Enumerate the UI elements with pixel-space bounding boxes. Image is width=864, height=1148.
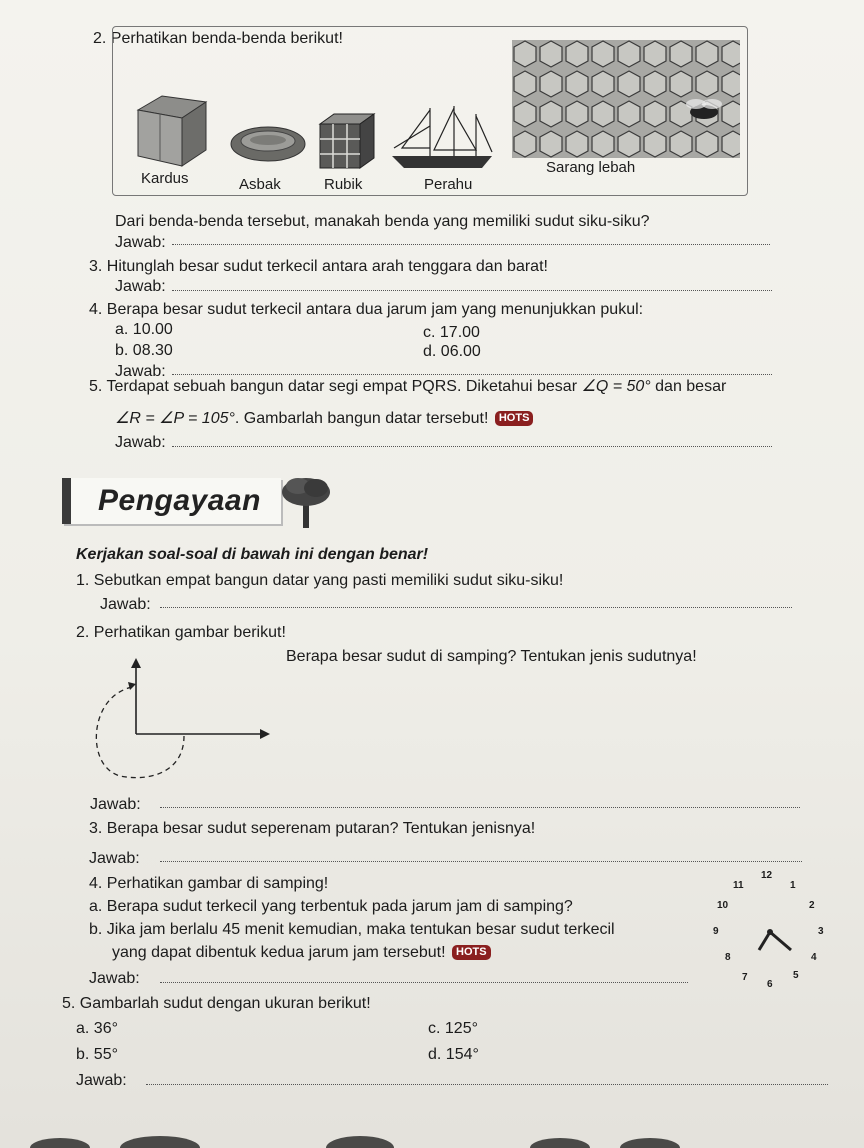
p5-option-d: d. 154° <box>428 1046 479 1063</box>
asbak-image <box>228 122 308 166</box>
hots-badge: HOTS <box>495 411 534 426</box>
p4-answer-line[interactable] <box>160 982 688 983</box>
pengayaan-instruction: Kerjakan soal-soal di bawah ini dengan benar! <box>76 546 429 563</box>
tree-icon <box>276 470 336 530</box>
p3-answer-label: Jawab: <box>89 850 140 867</box>
q5-line2 <box>115 410 533 428</box>
q5-answer-label: Jawab: <box>115 434 166 451</box>
q5-answer-line[interactable] <box>172 446 772 447</box>
q5-line1-start: 5. Terdapat sebuah bangun datar segi empat PQRS. Diketahui besar <box>89 378 578 395</box>
q5-line2-end: . Gambarlah bangun datar tersebut! <box>234 410 489 427</box>
clock-hands <box>705 866 835 996</box>
q5-line1-end: dan besar <box>655 378 727 395</box>
q3-answer-line[interactable] <box>172 290 772 291</box>
perahu-image <box>392 104 496 174</box>
q2-prompt: 2. Perhatikan benda-benda berikut! <box>93 30 343 47</box>
clock-number: 8 <box>725 952 731 963</box>
q4-option-a: a. 10.00 <box>115 321 173 338</box>
q4-question: 4. Berapa besar sudut terkecil antara dua jarum jam yang menunjukkan pukul: <box>89 301 644 318</box>
p2-answer-label: Jawab: <box>90 796 141 813</box>
q5-angles-rp: ∠R = ∠P = 105° <box>115 410 235 427</box>
p4-option-b1: b. Jika jam berlalu 45 menit kemudian, maka tentukan besar sudut terkecil <box>89 921 615 938</box>
q4-answer-label: Jawab: <box>115 363 166 380</box>
q2-answer-label: Jawab: <box>115 234 166 251</box>
q2-answer-line[interactable] <box>172 244 770 245</box>
p2-answer-line[interactable] <box>160 807 800 808</box>
clock-number: 3 <box>818 926 824 937</box>
p2-question: Berapa besar sudut di samping? Tentukan jenis sudutnya! <box>286 648 697 665</box>
p5-option-a: a. 36° <box>76 1020 118 1037</box>
p5-option-b: b. 55° <box>76 1046 118 1063</box>
p1-answer-line[interactable] <box>160 607 792 608</box>
clock-number: 12 <box>761 870 773 881</box>
p5-prompt: 5. Gambarlah sudut dengan ukuran berikut! <box>62 995 371 1012</box>
clock-number: 7 <box>742 972 748 983</box>
pengayaan-title: Pengayaan <box>98 484 261 517</box>
q4-option-c: c. 17.00 <box>423 324 480 341</box>
q4-option-b: b. 08.30 <box>115 342 173 359</box>
q3-answer-label: Jawab: <box>115 278 166 295</box>
angle-diagram <box>92 654 278 784</box>
p1-question: 1. Sebutkan empat bangun datar yang pasti memiliki sudut siku-siku! <box>76 572 564 589</box>
p5-answer-label: Jawab: <box>76 1072 127 1089</box>
label-kardus: Kardus <box>141 170 189 187</box>
p2-prompt: 2. Perhatikan gambar berikut! <box>76 624 286 641</box>
bottom-decoration <box>0 1118 864 1148</box>
q4-answer-line[interactable] <box>172 374 772 375</box>
p4-answer-label: Jawab: <box>89 970 140 987</box>
p4-option-b2-text: yang dapat dibentuk kedua jarum jam tersebut! <box>112 944 446 961</box>
clock <box>705 866 835 996</box>
p1-answer-label: Jawab: <box>100 596 151 613</box>
q3-question: 3. Hitunglah besar sudut terkecil antara arah tenggara dan barat! <box>89 258 548 275</box>
p4-prompt: 4. Perhatikan gambar di samping! <box>89 875 329 892</box>
clock-number: 11 <box>733 880 744 891</box>
label-asbak: Asbak <box>239 176 281 193</box>
clock-number: 2 <box>809 900 815 911</box>
clock-number: 6 <box>767 979 773 990</box>
label-perahu: Perahu <box>424 176 473 193</box>
clock-number: 1 <box>790 880 796 891</box>
p3-question: 3. Berapa besar sudut seperenam putaran? Tentukan jenisnya! <box>89 820 536 837</box>
hots-badge: HOTS <box>452 945 491 960</box>
p4-option-b2 <box>112 944 491 962</box>
q2-question: Dari benda-benda tersebut, manakah benda yang memiliki sudut siku-siku? <box>115 213 650 230</box>
rubik-image <box>316 110 378 172</box>
label-rubik: Rubik <box>324 176 363 193</box>
kardus-image <box>132 92 212 170</box>
clock-number: 5 <box>793 970 799 981</box>
clock-number: 9 <box>713 926 719 937</box>
q4-option-d: d. 06.00 <box>423 343 481 360</box>
sarang-lebah-image <box>512 40 740 158</box>
q5-angle-q: ∠Q = 50° <box>581 378 651 395</box>
label-sarang-lebah: Sarang lebah <box>546 159 636 176</box>
clock-number: 10 <box>717 900 729 911</box>
q5-line1 <box>89 378 726 396</box>
p4-option-a: a. Berapa sudut terkecil yang terbentuk pada jarum jam di samping? <box>89 898 573 915</box>
p3-answer-line[interactable] <box>160 861 802 862</box>
p5-option-c: c. 125° <box>428 1020 478 1037</box>
clock-number: 4 <box>811 952 817 963</box>
p5-answer-line[interactable] <box>146 1084 828 1085</box>
